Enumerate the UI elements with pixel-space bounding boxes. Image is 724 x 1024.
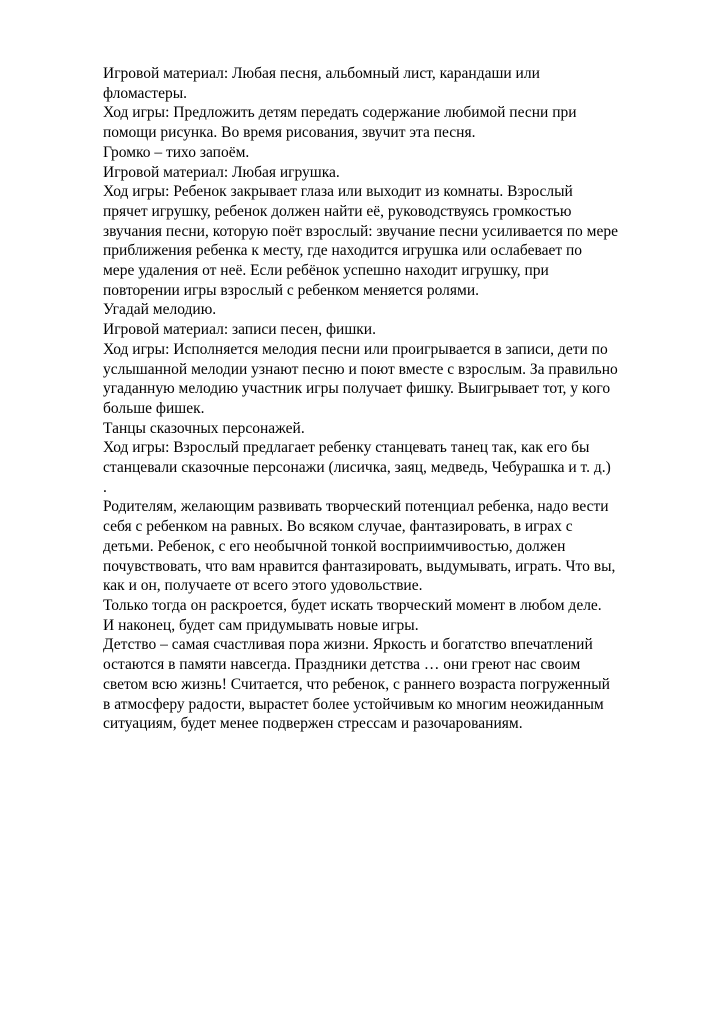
text-line: Детство – самая счастливая пора жизни. Яркость и богатство впечатлений bbox=[103, 636, 593, 654]
text-line: остаются в памяти навсегда. Праздники детства … они греют нас своим bbox=[103, 656, 581, 674]
text-line: фломастеры. bbox=[103, 84, 188, 102]
text-line: Ход игры: Предложить детям передать содержание любимой песни при bbox=[103, 104, 577, 122]
text-line: . bbox=[103, 478, 107, 496]
text-line: больше фишек. bbox=[103, 399, 205, 417]
text-line: как и он, получаете от всего этого удовольствие. bbox=[103, 577, 423, 595]
text-line: Угадай мелодию. bbox=[103, 301, 217, 319]
text-line: Родителям, желающим развивать творческий потенциал ребенка, надо вести bbox=[103, 498, 609, 516]
text-line: Игровой материал: Любая игрушка. bbox=[103, 163, 340, 181]
text-line: Ход игры: Взрослый предлагает ребенку станцевать танец так, как его бы bbox=[103, 439, 590, 457]
text-line: ситуациям, будет менее подвержен стрессам и разочарованиям. bbox=[103, 715, 523, 733]
text-line: в атмосферу радости, вырастет более устойчивым ко многим неожиданным bbox=[103, 695, 604, 713]
text-line: Громко – тихо запоём. bbox=[103, 143, 250, 161]
text-line: угаданную мелодию участник игры получает фишку. Выигрывает тот, у кого bbox=[103, 380, 611, 398]
text-line: услышанной мелодии узнают песню и поют вместе с взрослым. За правильно bbox=[103, 360, 618, 378]
text-line: почувствовать, что вам нравится фантазировать, выдумывать, играть. Что вы, bbox=[103, 557, 616, 575]
text-line: Танцы сказочных персонажей. bbox=[103, 419, 305, 437]
text-line: прячет игрушку, ребенок должен найти её, руководствуясь громкостью bbox=[103, 202, 572, 220]
text-line: себя с ребенком на равных. Во всяком случае, фантазировать, в играх с bbox=[103, 518, 573, 536]
text-line: Игровой материал: Любая песня, альбомный лист, карандаши или bbox=[103, 65, 540, 82]
text-line: И наконец, будет сам придумывать новые игры. bbox=[103, 616, 419, 634]
text-line: мере удаления от неё. Если ребёнок успешно находит игрушку, при bbox=[103, 262, 549, 280]
text-line: Ход игры: Исполняется мелодия песни или проигрывается в записи, дети по bbox=[103, 340, 608, 358]
text-line: детьми. Ребенок, с его необычной тонкой восприимчивостью, должен bbox=[103, 537, 566, 555]
text-line: светом всю жизнь! Считается, что ребенок, с раннего возраста погруженный bbox=[103, 675, 610, 693]
document-text-block bbox=[103, 64, 688, 734]
text-line: станцевали сказочные персонажи (лисичка, заяц, медведь, Чебурашка и т. д.) bbox=[103, 459, 611, 477]
text-line: звучания песни, которую поёт взрослый: звучание песни усиливается по мере bbox=[103, 222, 618, 240]
text-line: Ход игры: Ребенок закрывает глаза или выходит из комнаты. Взрослый bbox=[103, 183, 573, 201]
text-line: приближения ребенка к месту, где находится игрушка или ослабевает по bbox=[103, 242, 583, 260]
text-line: Игровой материал: записи песен, фишки. bbox=[103, 321, 376, 339]
text-line: повторении игры взрослый с ребенком меняется ролями. bbox=[103, 281, 480, 299]
text-line: Только тогда он раскроется, будет искать творческий момент в любом деле. bbox=[103, 596, 602, 614]
text-line: помощи рисунка. Во время рисования, звучит эта песня. bbox=[103, 124, 476, 142]
